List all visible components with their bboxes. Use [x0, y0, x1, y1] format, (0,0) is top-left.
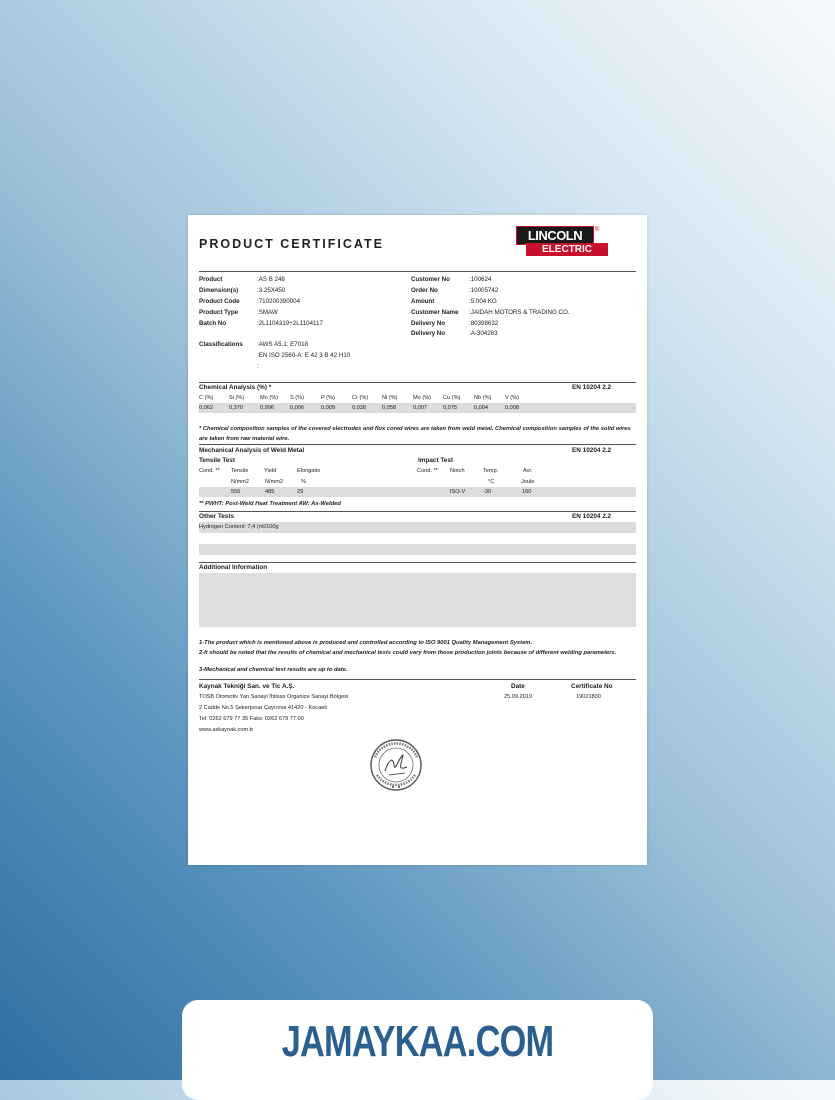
chem-header: Cu (%): [443, 395, 461, 401]
additional-info-title: Additional Information: [199, 564, 268, 571]
chem-header: C (%): [199, 395, 214, 401]
field-label: Amount: [411, 298, 435, 305]
impact-unit: Joule: [521, 479, 535, 485]
field-label: Product Type: [199, 309, 239, 316]
chem-header: Mo (%): [413, 395, 432, 401]
mechanical-title: Mechanical Analysis of Weld Metal: [199, 447, 305, 454]
field-label: Customer No: [411, 276, 450, 283]
tensile-value: 556: [231, 489, 241, 495]
field-value: :2L1104319+2L1104117: [257, 320, 323, 327]
field-value: :710200390004: [257, 298, 301, 305]
certificate-no-value: 19021800: [576, 694, 601, 700]
hydrogen-content: Hydrogen Content: 7,4 (ml/100g: [199, 524, 279, 530]
certificate-title: PRODUCT CERTIFICATE: [199, 237, 384, 251]
tensile-header: Cond. **: [199, 468, 220, 474]
footer-banner: [182, 1000, 653, 1100]
chem-header: S (%): [290, 395, 304, 401]
header-rule: [199, 271, 636, 272]
chemical-analysis-title: Chemical Analysis (%) *: [199, 384, 272, 391]
field-value: :AWS A5.1: E7018: [257, 341, 309, 348]
field-label: Delivery No: [411, 330, 446, 337]
company-address-2: 2 Cadde No.5 Şekerpınar Çayırova 41420 - Kocaeli: [199, 705, 327, 711]
chem-header: Cr (%): [352, 395, 369, 401]
field-value: :: [257, 363, 259, 370]
impact-header: Temp.: [483, 468, 499, 474]
field-value: :5.004 KG: [469, 298, 497, 305]
field-value: :100624: [469, 276, 492, 283]
impact-value: -30: [483, 489, 492, 495]
note-1: 1-The product which is mentioned above is produced and controlled according to ISO 9001 Quality Management System.: [199, 640, 533, 646]
site-name[interactable]: JAMAYKAA.COM: [281, 1017, 554, 1066]
field-label: Classifications: [199, 341, 243, 348]
chem-value: 0,370: [229, 405, 243, 411]
date-value: 25.09.2019: [504, 694, 532, 700]
other-tests-title: Other Tests: [199, 513, 235, 520]
field-value: :3.25X450: [257, 287, 286, 294]
field-label: Customer Name: [411, 309, 459, 316]
section-rule: [199, 562, 636, 563]
company-website: www.askaynak.com.tr: [199, 727, 254, 733]
other-tests-standard: EN 10204 2.2: [572, 513, 612, 520]
impact-value: 160: [522, 489, 532, 495]
section-rule: [199, 679, 636, 680]
chemical-note: * Chemical composition samples of the covered electrodes and flux cored wires are taken from weld metal. Chemical composition samples of the solid wires are taken from raw material wire.: [199, 426, 631, 442]
tensile-value: 485: [265, 489, 275, 495]
chem-value: 0,062: [199, 405, 213, 411]
field-value: :AS B 248: [257, 276, 285, 283]
chemical-standard: EN 10204 2.2: [572, 384, 612, 391]
impact-header: Cond. **: [417, 468, 438, 474]
chem-value: 0,006: [290, 405, 304, 411]
lincoln-electric-logo: LINCOLN ELECTRIC ®: [516, 226, 610, 258]
additional-info-box: [199, 573, 636, 627]
tensile-test-title: Tensile Test: [199, 457, 235, 464]
field-label: Batch No: [199, 320, 227, 327]
chem-header: Si (%): [229, 395, 245, 401]
impact-header: Avr.: [523, 468, 533, 474]
tensile-header: Tensile: [231, 468, 249, 474]
mechanical-standard: EN 10204 2.2: [572, 447, 612, 454]
chem-value: 0,038: [352, 405, 366, 411]
company-name: Kaynak Tekniği San. ve Tic A.Ş.: [199, 683, 295, 690]
tensile-unit: N/mm2: [231, 479, 250, 485]
product-certificate: [188, 215, 647, 865]
field-value: :10005742: [469, 287, 499, 294]
chem-header: P (%): [321, 395, 335, 401]
chem-value: 0,008: [505, 405, 519, 411]
field-value: :SMAW: [257, 309, 278, 316]
note-3: 3-Mechanical and chemical test results are up to date.: [199, 667, 348, 673]
note-2: 2-It should be noted that the results of chemical and mechanical tests could vary from those production joints because of different welding parameters.: [199, 650, 617, 656]
chem-header: Mn (%): [260, 395, 279, 401]
field-label: Order No: [411, 287, 438, 294]
chem-value: 0,007: [413, 405, 427, 411]
section-rule: [199, 444, 636, 445]
impact-header: Notch: [450, 468, 465, 474]
field-value: :JAIDAH MOTORS & TRADING CO.: [469, 309, 570, 316]
official-seal-stamp-icon: [363, 737, 429, 793]
chem-header: V (%): [505, 395, 519, 401]
empty-row-band: [199, 544, 636, 555]
pwht-note: ** PWHT: Post-Weld Heat Treatment AW: As-Welded: [199, 501, 341, 507]
chem-value: 0,004: [474, 405, 488, 411]
tensile-unit: N/mm2: [265, 479, 284, 485]
tensile-value: 29: [297, 489, 304, 495]
tensile-header: Yield: [264, 468, 277, 474]
field-value: :EN ISO 2560-A: E 42 3 B 42 H10: [257, 352, 351, 359]
company-address-1: TOSB Otomotiv Yan Sanayi İhtisas Organize Sanayi Bölgesi: [199, 694, 349, 700]
field-label: Dimension(s): [199, 287, 239, 294]
chem-value: 0,058: [382, 405, 396, 411]
field-label: Delivery No: [411, 320, 446, 327]
impact-value: ISO-V: [450, 489, 466, 495]
certificate-no-label: Certificate No: [571, 683, 613, 690]
tensile-header: Elongatio: [297, 468, 321, 474]
chem-header: Nb (%): [474, 395, 492, 401]
impact-unit: °C: [488, 479, 495, 485]
impact-test-title: Impact Test: [418, 457, 454, 464]
field-label: Product: [199, 276, 223, 283]
section-rule: [199, 511, 636, 512]
chem-value: 0,009: [321, 405, 335, 411]
field-value: :A-304283: [469, 330, 498, 337]
chem-value: 0,075: [443, 405, 457, 411]
field-value: :80398632: [469, 320, 499, 327]
section-rule: [199, 382, 636, 383]
date-label: Date: [511, 683, 525, 690]
field-label: Product Code: [199, 298, 240, 305]
tensile-unit: %: [301, 479, 306, 485]
company-phone: Tel: 0262 679 77 35 Faks: 0262 679 77 00: [199, 716, 304, 722]
chem-header: Ni (%): [382, 395, 398, 401]
chem-value: 0,996: [260, 405, 274, 411]
